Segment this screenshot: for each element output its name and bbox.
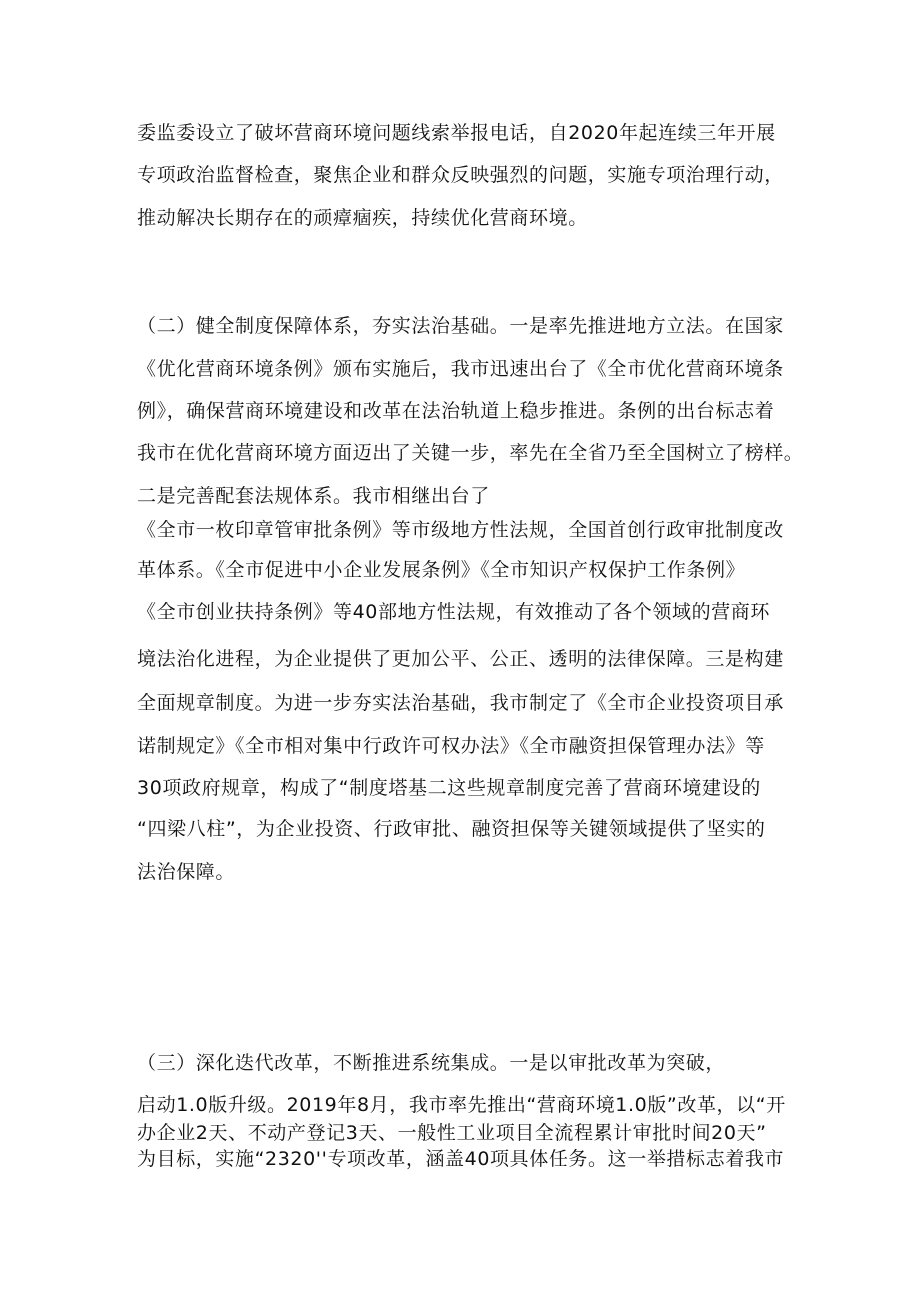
text-line: 我市在优化营商环境方面迈出了关键一步，率先在全省乃至全国树立了榜样。 [137,442,804,464]
text-line: 《优化营商环境条例》颁布实施后，我市迅速出台了《全市优化营商环境条 [137,358,784,380]
text-line: “四梁八柱”，为企业投资、行政审批、融资担保等关键领域提供了坚实的 [137,818,766,840]
text-line: 专项政治监督检查，聚焦企业和群众反映强烈的问题，实施专项治理行动， [137,164,784,186]
text-line: 二是完善配套法规体系。我市相继出台了 [137,485,490,507]
text-line: 全面规章制度。为进一步夯实法治基础，我市制定了《全市企业投资项目承 [137,692,784,714]
text-line: 诺制规定》《全市相对集中行政许可权办法》《全市融资担保管理办法》等 [137,735,765,757]
text-line: 法治保障。 [137,861,236,883]
text-line: 革体系。《全市促进中小企业发展条例》《全市知识产权保护工作条例》 [137,559,746,581]
text-line: 30项政府规章，构成了“制度塔基二这些规章制度完善了营商环境建设的 [137,777,761,799]
text-line: 例》，确保营商环境建设和改革在法治轨道上稳步推进。条例的出台标志着 [137,400,775,422]
text-line: 《全市创业扶持条例》等40部地方性法规，有效推动了各个领域的营商环 [137,601,770,623]
text-line: 《全市一枚印章管审批条例》等市级地方性法规，全国首创行政审批制度改 [137,519,784,541]
text-line: 委监委设立了破坏营商环境问题线索举报电话，自2020年起连续三年开展 [137,122,776,144]
text-line: （二）健全制度保障体系，夯实法治基础。一是率先推进地方立法。在国家 [137,315,784,337]
text-line: 境法治化进程，为企业提供了更加公平、公正、透明的法律保障。三是构建 [137,648,784,670]
text-line: 推动解决长期存在的顽瘴痼疾，持续优化营商环境。 [137,207,588,229]
text-line: 办企业2天、不动产登记3天、一般性工业项目全流程累计审批时间20天” [137,1122,767,1144]
text-line: （三）深化迭代改革，不断推进系统集成。一是以审批改革为突破， [137,1052,726,1074]
text-line: 为目标，实施“2320''专项改革，涵盖40项具体任务。这一举措标志着我市 [137,1148,785,1170]
text-line: 启动1.0版升级。2019年8月，我市率先推出“营商环境1.0版”改革，以“开 [137,1094,786,1116]
